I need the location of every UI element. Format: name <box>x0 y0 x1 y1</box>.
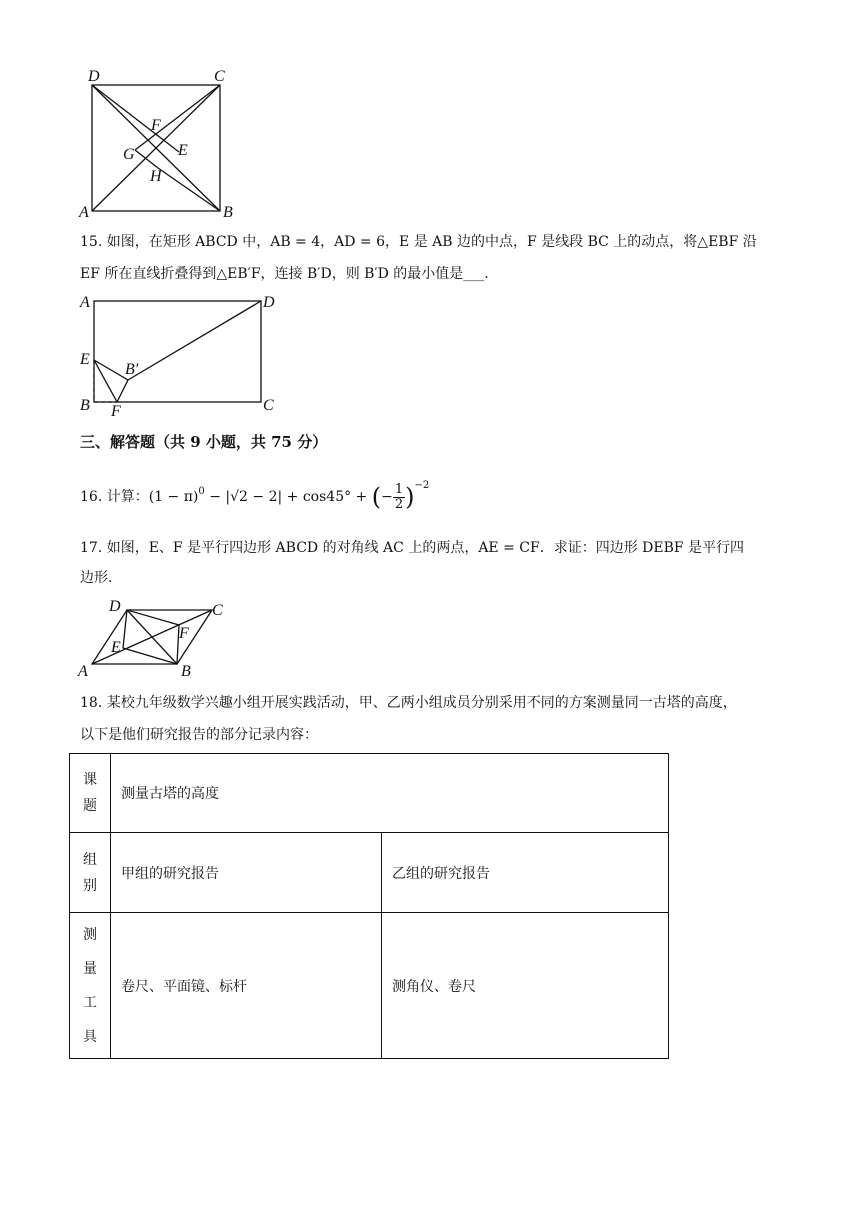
q16-frac-num: 1 <box>394 481 404 497</box>
q16-frac-den: 2 <box>394 496 404 512</box>
label-b: B <box>223 204 233 221</box>
q15-line1: 15. 如图，在矩形 ABCD 中，AB = 4，AD = 6，E 是 AB 边的中点，F 是线段 BC 上的动点，将△EBF 沿 <box>80 234 757 250</box>
head-char: 工 <box>83 994 97 1011</box>
table-row <box>70 833 669 913</box>
q16-term-b: − |√2 − 2| + cos45° + <box>204 489 372 505</box>
row-head-topic <box>70 754 111 833</box>
table-row <box>70 913 669 1059</box>
label-f: F <box>151 117 161 134</box>
label-g: G <box>123 146 135 163</box>
label-h: H <box>150 168 162 185</box>
head-char: 别 <box>83 877 97 894</box>
table-row <box>70 754 669 833</box>
head-char: 课 <box>83 772 97 788</box>
label-a: A <box>79 204 89 221</box>
label-e: E <box>178 142 188 159</box>
q16-left-paren: ( <box>371 483 382 511</box>
q16-expression <box>80 472 429 522</box>
label-f: F <box>179 625 189 642</box>
q16-right-paren: ) <box>405 483 415 511</box>
head-char: 量 <box>83 960 97 977</box>
label-d: D <box>88 68 100 85</box>
q17-parallelogram-diagram <box>75 598 235 680</box>
row-head-tools <box>70 913 111 1059</box>
head-char: 题 <box>83 798 97 814</box>
label-c: C <box>263 397 274 414</box>
tools-a-cell: 卷尺、平面镜、标杆 <box>111 913 382 1059</box>
group-b-cell: 乙组的研究报告 <box>382 833 669 913</box>
q15-line2: EF 所在直线折叠得到△EB′F，连接 B′D，则 B′D 的最小值是___. <box>80 266 489 282</box>
q17-line1: 17. 如图，E、F 是平行四边形 ABCD 的对角线 AC 上的两点，AE = CF．求证：四边形 DEBF 是平行四 <box>80 540 745 556</box>
diagonal-db <box>127 610 177 664</box>
label-b: B <box>80 397 90 414</box>
label-c: C <box>214 68 225 85</box>
q16-frac-sign: − <box>381 489 393 505</box>
group-a-cell: 甲组的研究报告 <box>111 833 382 913</box>
label-d: D <box>109 598 121 615</box>
q15-rectangle-diagram <box>75 290 285 420</box>
research-report-table <box>69 753 669 1059</box>
q18-line1: 18. 某校九年级数学兴趣小组开展实践活动，甲、乙两小组成员分别采用不同的方案测量同一古塔的高度， <box>80 695 737 711</box>
line-b1-d <box>128 301 261 380</box>
row-head-group <box>70 833 111 913</box>
q16-exp-a: 0 <box>198 486 205 497</box>
head-char: 测 <box>83 926 97 943</box>
label-c: C <box>212 602 223 619</box>
q16-term-a: (1 − π) <box>148 489 199 505</box>
label-d: D <box>263 294 275 311</box>
label-a: A <box>80 294 90 311</box>
label-e: E <box>80 351 90 368</box>
label-b: B <box>181 663 191 680</box>
line-b1-f <box>117 380 128 402</box>
head-char: 组 <box>83 851 97 868</box>
label-a: A <box>78 663 88 680</box>
q16-exp-b: −2 <box>414 480 430 491</box>
q16-fraction <box>393 483 405 512</box>
q18-line2: 以下是他们研究报告的部分记录内容： <box>80 727 318 743</box>
label-b-prime: B′ <box>125 361 139 378</box>
label-f: F <box>111 403 121 420</box>
section-heading: 三、解答题（共 9 小题，共 75 分） <box>80 433 328 451</box>
tools-b-cell: 测角仪、卷尺 <box>382 913 669 1059</box>
line-d-e <box>92 85 179 152</box>
head-char: 具 <box>83 1028 97 1045</box>
q17-line2: 边形. <box>80 570 113 586</box>
topic-value: 测量古塔的高度 <box>111 754 669 833</box>
q16-prefix: 16. 计算： <box>80 489 149 505</box>
line-h-b <box>158 168 220 211</box>
label-e: E <box>111 639 121 656</box>
figure-square-diagram <box>75 60 245 225</box>
